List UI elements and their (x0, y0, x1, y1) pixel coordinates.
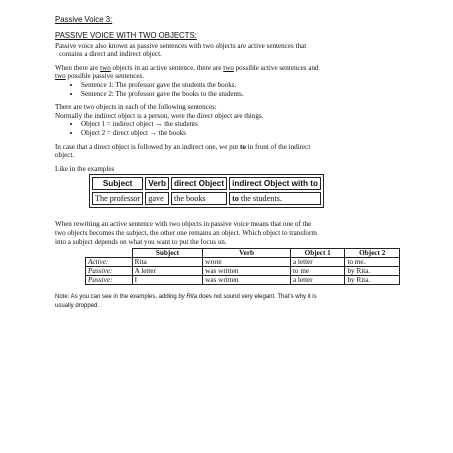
example-table (89, 174, 324, 208)
table-header-cell: Verb (203, 249, 291, 258)
note-line-2: usually dropped. (55, 302, 100, 309)
table-cell: was written (203, 267, 291, 276)
row-label: Active: (86, 258, 133, 267)
table-cell: Rita (132, 258, 203, 267)
table-cell: gave (145, 192, 169, 205)
row-label: Passive: (86, 267, 133, 276)
two-objects-line-2: two possible passive sentences. (55, 72, 145, 81)
table-row (86, 267, 400, 276)
intro-line-2: contains a direct and indirect object. (59, 50, 162, 59)
table-cell: by Rita. (345, 276, 400, 285)
table-cell: A letter (132, 267, 203, 276)
list-item: • Sentence 2: The professor gave the books to the students. (81, 90, 400, 99)
page-title: Passive Voice 3: (55, 15, 113, 24)
table-cell: wrote (203, 258, 291, 267)
list-item: • Object 2 = direct object → the books (81, 129, 400, 138)
table-header-cell: Verb (145, 177, 169, 190)
two-objects-line-1: When there are two objects in an active sentence, there are two possible active sentences and (55, 63, 319, 72)
table-cell: to me (290, 267, 345, 276)
table-row (86, 276, 400, 285)
table-cell: to me. (345, 258, 400, 267)
table-cell: to the students. (229, 192, 321, 205)
table-row (86, 258, 400, 267)
rewriting-line-1: When rewriting an active sentence with two objects in passive voice means that one of the (55, 220, 312, 229)
objects-intro-line-2: Normally the indirect object is a person, were the direct object are things. (55, 111, 264, 120)
table-header-row (86, 249, 400, 258)
table-header-row (92, 177, 321, 190)
table-cell: was written (203, 276, 291, 285)
table-cell: the books (171, 192, 227, 205)
intro-line-1: Passive voice also known as passive sentences with two objects are active sentences that (55, 41, 307, 50)
table-cell: I (132, 276, 203, 285)
table-header-cell: Subject (132, 249, 203, 258)
table-cell: a letter (290, 258, 345, 267)
section-heading: PASSIVE VOICE WITH TWO OBJECTS: (55, 30, 197, 40)
note-line-1: Note: As you can see in the examples, adding by Rita does not sound very elegant. That’s why it is (55, 294, 317, 301)
document-page (55, 16, 400, 310)
like-examples: Like in the examples (55, 164, 115, 173)
table-cell: by Rita. (345, 267, 400, 276)
object-list (55, 120, 400, 137)
passive-table (85, 248, 400, 285)
table-header-cell: Subject (92, 177, 143, 190)
rewriting-line-2: two objects becomes the subject, the other one remains an object. Which object to transform (55, 228, 317, 237)
table-row (92, 192, 321, 205)
list-item: • Sentence 1: The professor gave the students the books. (81, 81, 400, 90)
table-header-cell: indirect Object with to (229, 177, 321, 190)
case-line-1: In case that a direct object is followed by an indirect one, we put to in front of the indirect (55, 142, 311, 151)
objects-intro-line-1: There are two objects in each of the following sentences: (55, 103, 217, 112)
table-header-cell: Object 2 (345, 249, 400, 258)
sentence-list (55, 81, 400, 98)
table-header-cell (86, 249, 133, 258)
list-item: • Object 1 = indirect object → the students (81, 120, 400, 129)
row-label: Passive: (86, 276, 133, 285)
table-cell: a letter (290, 276, 345, 285)
table-header-cell: direct Object (171, 177, 227, 190)
table-header-cell: Object 1 (290, 249, 345, 258)
table-cell: The professor (92, 192, 143, 205)
rewriting-line-3: into a subject depends on what you want to put the focus on. (55, 237, 227, 246)
case-line-2: object. (55, 151, 75, 160)
